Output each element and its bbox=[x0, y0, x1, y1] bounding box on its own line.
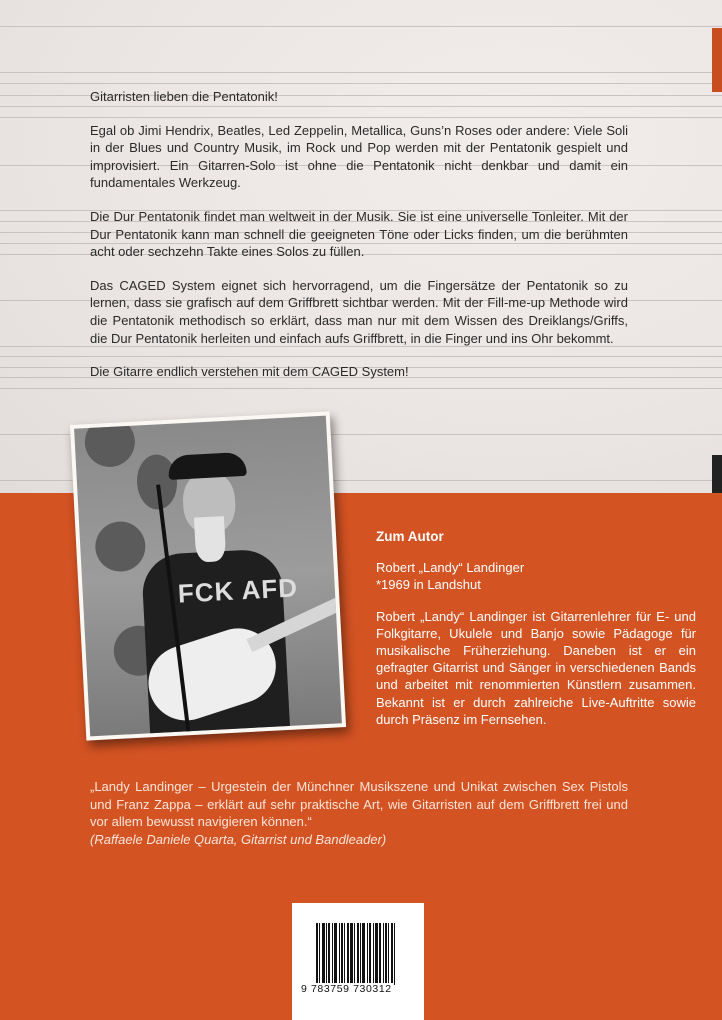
isbn-number: 9 783759 730312 bbox=[301, 983, 392, 995]
blurb-paragraph: Egal ob Jimi Hendrix, Beatles, Led Zeppelin, Metallica, Guns’n Roses oder andere: Viele Soli in der Blues und Country Musik, im Rock und Pop werden mit der Pentatonik gespielt und improvisiert. Ein Gitarren-Solo ist ohne die Pentatonik nicht denkbar und damit ein fundamentales Werkzeug. bbox=[90, 122, 628, 191]
blurb-paragraph: Das CAGED System eignet sich hervorragend, um die Fingersätze der Pentatonik so zu lernen, dass sie grafisch auf dem Griffbrett sichtbar werden. Mit der Fill-me-up Methode wird die Pentatonik methodisch so erklärt, dass man nur mit dem Wissen des Dreiklangs/Griffs, die Dur Pentatonik herleiten und einfach aufs Griffbrett, in die Finger und ins Ohr bekommt. bbox=[90, 277, 628, 346]
staff-line bbox=[0, 26, 722, 27]
hat bbox=[168, 452, 247, 480]
author-section bbox=[376, 528, 696, 728]
blurb-paragraph: Die Gitarre endlich verstehen mit dem CAGED System! bbox=[90, 364, 409, 380]
author-bio: Robert „Landy“ Landinger ist Gitarrenlehrer für E- und Folkgitarre, Ukulele und Banjo sowie Pädagoge für musikalische Früherziehung. Daneben ist er ein gefragter Gitarrist und Sänger in verschiedenen Bands und arbeitet mit renommierten Künstlern zusammen. Bekannt ist er durch zahlreiche Live-Auftritte sowie durch Präsenz im Fernsehen. bbox=[376, 608, 696, 727]
background-dot bbox=[84, 416, 137, 469]
photo-image bbox=[74, 416, 342, 737]
beard bbox=[194, 516, 226, 563]
testimonial-quote bbox=[90, 778, 628, 848]
staff-line bbox=[0, 72, 722, 73]
author-heading: Zum Autor bbox=[376, 529, 444, 544]
blurb-text bbox=[90, 88, 628, 397]
staff-line bbox=[0, 83, 722, 84]
author-photo bbox=[70, 411, 346, 740]
background-dot bbox=[94, 520, 147, 573]
quote-text: „Landy Landinger – Urgestein der Münchner Musikszene und Unikat zwischen Sex Pistols und Franz Zappa – erklärt auf sehr praktische Art, wie Gitarristen auf dem Griffbrett frei und vor allem bewusst navigieren können.“ bbox=[90, 779, 628, 830]
spine-edge-mark bbox=[712, 28, 722, 92]
blurb-paragraph: Gitarristen lieben die Pentatonik! bbox=[90, 89, 278, 104]
barcode-icon bbox=[316, 923, 404, 985]
author-name: Robert „Landy“ Landinger bbox=[376, 560, 525, 576]
shirt-text: FCK AFD bbox=[177, 572, 299, 609]
author-born: *1969 in Landshut bbox=[376, 577, 481, 593]
blurb-paragraph: Die Dur Pentatonik findet man weltweit in der Musik. Sie ist eine universelle Tonleiter. Mit der Dur Pentatonik kann man schnell die geeigneten Töne oder Licks finden, um die berühmten acht oder sechzehn Takte eines Solos zu füllen. bbox=[90, 208, 628, 260]
barcode-box bbox=[292, 903, 424, 1020]
quote-citation: (Raffaele Daniele Quarta, Gitarrist und Bandleader) bbox=[90, 831, 387, 847]
